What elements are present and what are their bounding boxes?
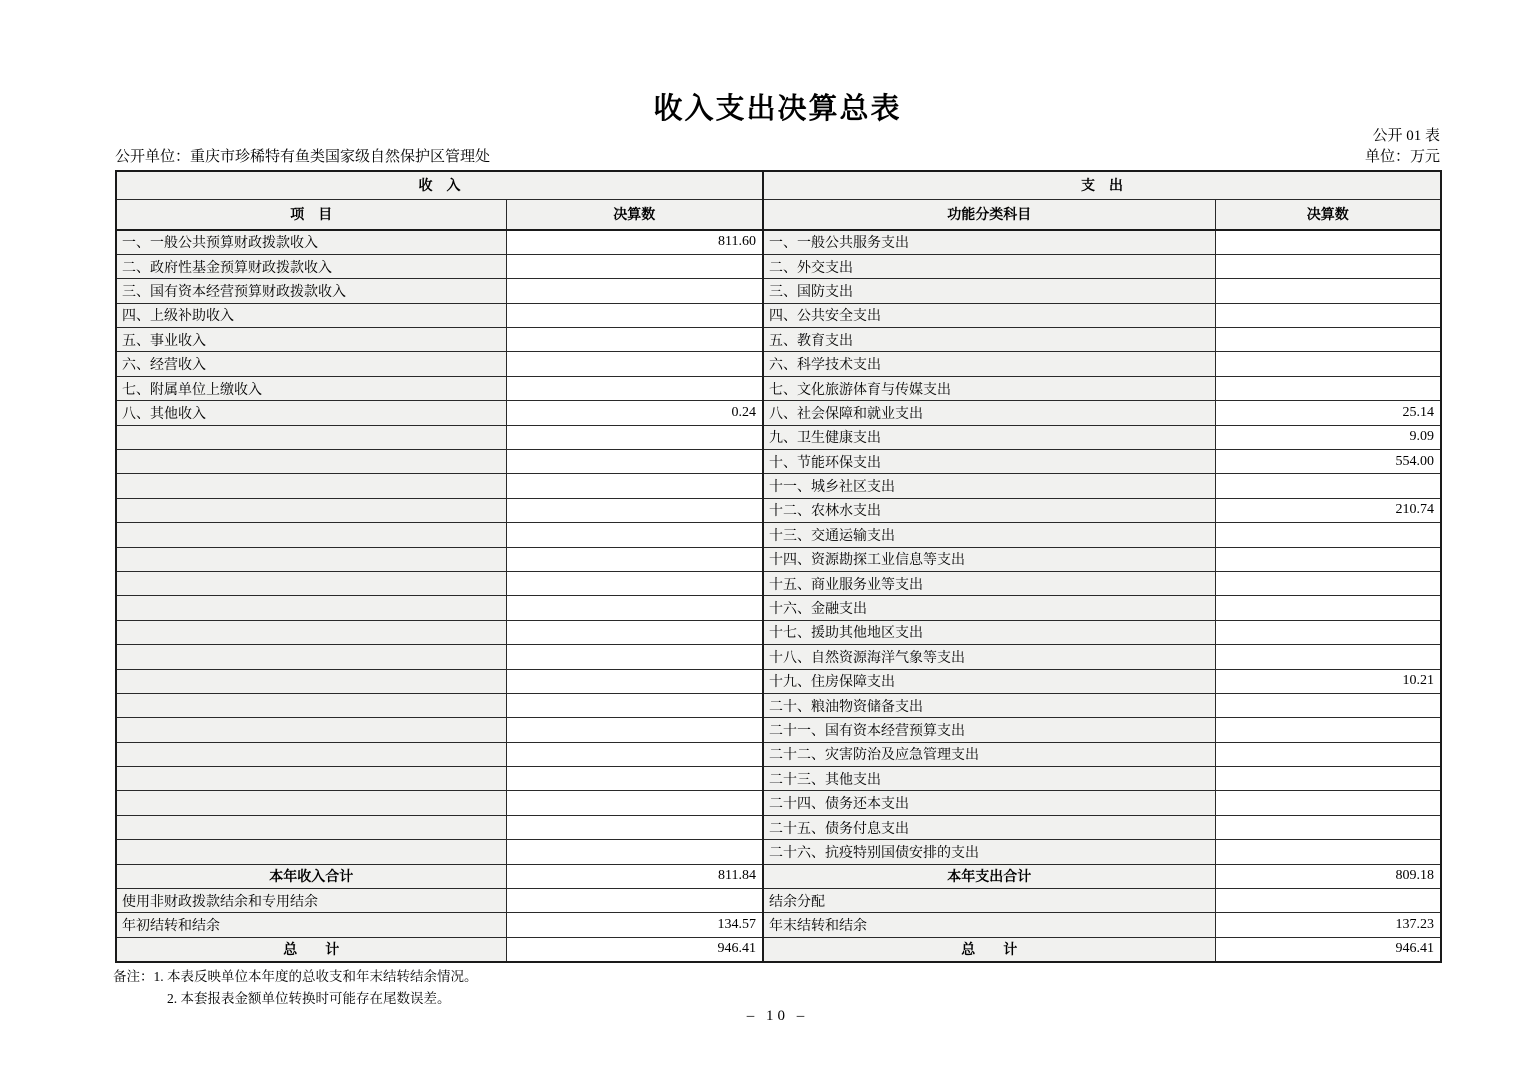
- expense-item-cell: 二十六、抗疫特别国债安排的支出: [763, 840, 1215, 864]
- income-value-cell: [506, 352, 763, 376]
- footnotes: [113, 966, 478, 1010]
- income-value-cell: [506, 376, 763, 400]
- expense-value-cell: [1215, 254, 1441, 278]
- expense-value-cell: [1215, 328, 1441, 352]
- income-value-cell: [506, 840, 763, 864]
- expense-value-cell: [1215, 474, 1441, 498]
- income-item-cell: 七、附属单位上缴收入: [116, 376, 506, 400]
- expense-value-cell: [1215, 693, 1441, 717]
- footnote-line-2: 2. 本套报表金额单位转换时可能存在尾数误差。: [167, 991, 451, 1006]
- income-item-cell: 五、事业收入: [116, 328, 506, 352]
- expense-value-cell: [1215, 767, 1441, 791]
- expense-value-cell: [1215, 230, 1441, 254]
- income-value-cell: [506, 328, 763, 352]
- income-item-cell: [116, 767, 506, 791]
- expense-item-cell: 十九、住房保障支出: [763, 669, 1215, 693]
- income-value-cell: [506, 523, 763, 547]
- income-item-cell: [116, 498, 506, 522]
- table-row: [116, 303, 1441, 327]
- expense-value-cell: [1215, 547, 1441, 571]
- expense-item-cell: 三、国防支出: [763, 279, 1215, 303]
- expense-value-cell: [1215, 620, 1441, 644]
- expense-value-cell: [1215, 571, 1441, 595]
- income-item-cell: [116, 742, 506, 766]
- budget-table: [115, 170, 1442, 963]
- expense-item-cell: 九、卫生健康支出: [763, 425, 1215, 449]
- expense-item-cell: 七、文化旅游体育与传媒支出: [763, 376, 1215, 400]
- expense-value-cell: [1215, 645, 1441, 669]
- expense-value-cell: [1215, 523, 1441, 547]
- expense-item-cell: 二十四、债务还本支出: [763, 791, 1215, 815]
- expense-item-cell: 结余分配: [763, 889, 1215, 913]
- income-item-header: 项 目: [116, 199, 506, 230]
- expense-item-cell: 十七、援助其他地区支出: [763, 620, 1215, 644]
- income-value-cell: [506, 669, 763, 693]
- expense-value-cell: 9.09: [1215, 425, 1441, 449]
- income-value-cell: 946.41: [506, 937, 763, 961]
- table-row: [116, 523, 1441, 547]
- table-row: [116, 669, 1441, 693]
- income-value-cell: [506, 718, 763, 742]
- expense-value-cell: [1215, 791, 1441, 815]
- income-item-cell: [116, 693, 506, 717]
- income-item-cell: [116, 645, 506, 669]
- page-number: – 10 –: [746, 1008, 809, 1024]
- expense-item-cell: 二十三、其他支出: [763, 767, 1215, 791]
- table-row: [116, 328, 1441, 352]
- income-item-cell: 本年收入合计: [116, 864, 506, 888]
- income-item-cell: [116, 523, 506, 547]
- meta-line: [115, 145, 1440, 166]
- income-value-cell: [506, 303, 763, 327]
- expense-item-cell: 本年支出合计: [763, 864, 1215, 888]
- income-item-cell: [116, 718, 506, 742]
- footnote-line-1: 备注：1. 本表反映单位本年度的总收支和年末结转结余情况。: [113, 969, 478, 984]
- income-value-cell: [506, 450, 763, 474]
- income-value-cell: 134.57: [506, 913, 763, 937]
- expense-value-cell: [1215, 279, 1441, 303]
- income-value-cell: [506, 279, 763, 303]
- expense-item-cell: 八、社会保障和就业支出: [763, 401, 1215, 425]
- expense-value-cell: [1215, 889, 1441, 913]
- table-row: [116, 376, 1441, 400]
- income-value-cell: [506, 791, 763, 815]
- table-row: [116, 279, 1441, 303]
- income-item-cell: 总 计: [116, 937, 506, 961]
- expense-item-cell: 十六、金融支出: [763, 596, 1215, 620]
- table-row: [116, 498, 1441, 522]
- income-item-cell: 一、一般公共预算财政拨款收入: [116, 230, 506, 254]
- expense-item-cell: 二十五、债务付息支出: [763, 815, 1215, 839]
- income-item-cell: 三、国有资本经营预算财政拨款收入: [116, 279, 506, 303]
- expense-value-cell: [1215, 718, 1441, 742]
- expense-item-cell: 总 计: [763, 937, 1215, 961]
- expense-value-cell: [1215, 815, 1441, 839]
- table-row: [116, 718, 1441, 742]
- expense-value-cell: [1215, 303, 1441, 327]
- expense-value-cell: 137.23: [1215, 913, 1441, 937]
- expense-value-cell: 809.18: [1215, 864, 1441, 888]
- table-row: [116, 571, 1441, 595]
- income-item-cell: [116, 571, 506, 595]
- expense-section-header: 支 出: [763, 171, 1441, 199]
- public-unit: 公开单位：重庆市珍稀特有鱼类国家级自然保护区管理处: [115, 149, 491, 165]
- expense-value-cell: 554.00: [1215, 450, 1441, 474]
- table-row: [116, 742, 1441, 766]
- expense-item-cell: 十、节能环保支出: [763, 450, 1215, 474]
- table-body: [116, 230, 1441, 962]
- table-row: [116, 352, 1441, 376]
- income-value-cell: [506, 742, 763, 766]
- expense-item-cell: 五、教育支出: [763, 328, 1215, 352]
- income-value-cell: [506, 620, 763, 644]
- expense-item-cell: 十五、商业服务业等支出: [763, 571, 1215, 595]
- income-item-cell: [116, 815, 506, 839]
- expense-item-cell: 十八、自然资源海洋气象等支出: [763, 645, 1215, 669]
- income-value-cell: [506, 474, 763, 498]
- expense-item-cell: 二十、粮油物资储备支出: [763, 693, 1215, 717]
- expense-value-cell: [1215, 840, 1441, 864]
- table-row: [116, 889, 1441, 913]
- table-row: [116, 596, 1441, 620]
- expense-value-cell: 210.74: [1215, 498, 1441, 522]
- table-row: [116, 620, 1441, 644]
- income-value-cell: [506, 815, 763, 839]
- income-item-cell: 使用非财政拨款结余和专用结余: [116, 889, 506, 913]
- expense-item-cell: 十二、农林水支出: [763, 498, 1215, 522]
- income-value-cell: [506, 889, 763, 913]
- expense-value-cell: 25.14: [1215, 401, 1441, 425]
- income-value-cell: [506, 254, 763, 278]
- income-item-cell: [116, 620, 506, 644]
- expense-item-cell: 十三、交通运输支出: [763, 523, 1215, 547]
- income-item-cell: [116, 450, 506, 474]
- income-item-cell: [116, 840, 506, 864]
- table-row: [116, 230, 1441, 254]
- expense-item-cell: 二十一、国有资本经营预算支出: [763, 718, 1215, 742]
- section-header-row: [116, 171, 1441, 199]
- expense-item-cell: 一、一般公共服务支出: [763, 230, 1215, 254]
- expense-item-cell: 六、科学技术支出: [763, 352, 1215, 376]
- income-value-cell: [506, 693, 763, 717]
- table-row: [116, 840, 1441, 864]
- column-header-row: [116, 199, 1441, 230]
- income-value-cell: [506, 767, 763, 791]
- income-item-cell: 八、其他收入: [116, 401, 506, 425]
- income-value-cell: 811.84: [506, 864, 763, 888]
- expense-value-cell: [1215, 352, 1441, 376]
- table-code: 公开 01 表: [1372, 128, 1440, 144]
- table-row: [116, 815, 1441, 839]
- income-item-cell: [116, 474, 506, 498]
- income-item-cell: 年初结转和结余: [116, 913, 506, 937]
- expense-item-cell: 二十二、灾害防治及应急管理支出: [763, 742, 1215, 766]
- expense-item-cell: 年末结转和结余: [763, 913, 1215, 937]
- income-value-header: 决算数: [506, 199, 763, 230]
- table-row: [116, 401, 1441, 425]
- income-value-cell: [506, 645, 763, 669]
- income-value-cell: [506, 596, 763, 620]
- expense-item-header: 功能分类科目: [763, 199, 1215, 230]
- expense-item-cell: 二、外交支出: [763, 254, 1215, 278]
- expense-value-cell: [1215, 742, 1441, 766]
- table-row: [116, 450, 1441, 474]
- income-value-cell: [506, 547, 763, 571]
- table-row: [116, 864, 1441, 888]
- income-item-cell: [116, 425, 506, 449]
- expense-item-cell: 十一、城乡社区支出: [763, 474, 1215, 498]
- income-section-header: 收 入: [116, 171, 763, 199]
- table-row: [116, 791, 1441, 815]
- expense-item-cell: 四、公共安全支出: [763, 303, 1215, 327]
- table-row: [116, 767, 1441, 791]
- income-value-cell: 811.60: [506, 230, 763, 254]
- table-row: [116, 425, 1441, 449]
- income-value-cell: [506, 425, 763, 449]
- table-row: [116, 645, 1441, 669]
- income-item-cell: [116, 547, 506, 571]
- table-row: [116, 913, 1441, 937]
- expense-value-cell: 946.41: [1215, 937, 1441, 961]
- table-row: [116, 254, 1441, 278]
- income-item-cell: [116, 669, 506, 693]
- table-row: [116, 547, 1441, 571]
- income-value-cell: [506, 571, 763, 595]
- income-value-cell: [506, 498, 763, 522]
- income-item-cell: [116, 791, 506, 815]
- expense-value-cell: 10.21: [1215, 669, 1441, 693]
- expense-value-cell: [1215, 596, 1441, 620]
- expense-item-cell: 十四、资源勘探工业信息等支出: [763, 547, 1215, 571]
- income-item-cell: 六、经营收入: [116, 352, 506, 376]
- expense-value-header: 决算数: [1215, 199, 1441, 230]
- table-row: [116, 937, 1441, 961]
- income-item-cell: 二、政府性基金预算财政拨款收入: [116, 254, 506, 278]
- page-title: 收入支出决算总表: [653, 93, 902, 125]
- income-item-cell: 四、上级补助收入: [116, 303, 506, 327]
- table-row: [116, 474, 1441, 498]
- expense-value-cell: [1215, 376, 1441, 400]
- table-row: [116, 693, 1441, 717]
- income-value-cell: 0.24: [506, 401, 763, 425]
- income-item-cell: [116, 596, 506, 620]
- unit-label: 单位：万元: [1364, 149, 1440, 165]
